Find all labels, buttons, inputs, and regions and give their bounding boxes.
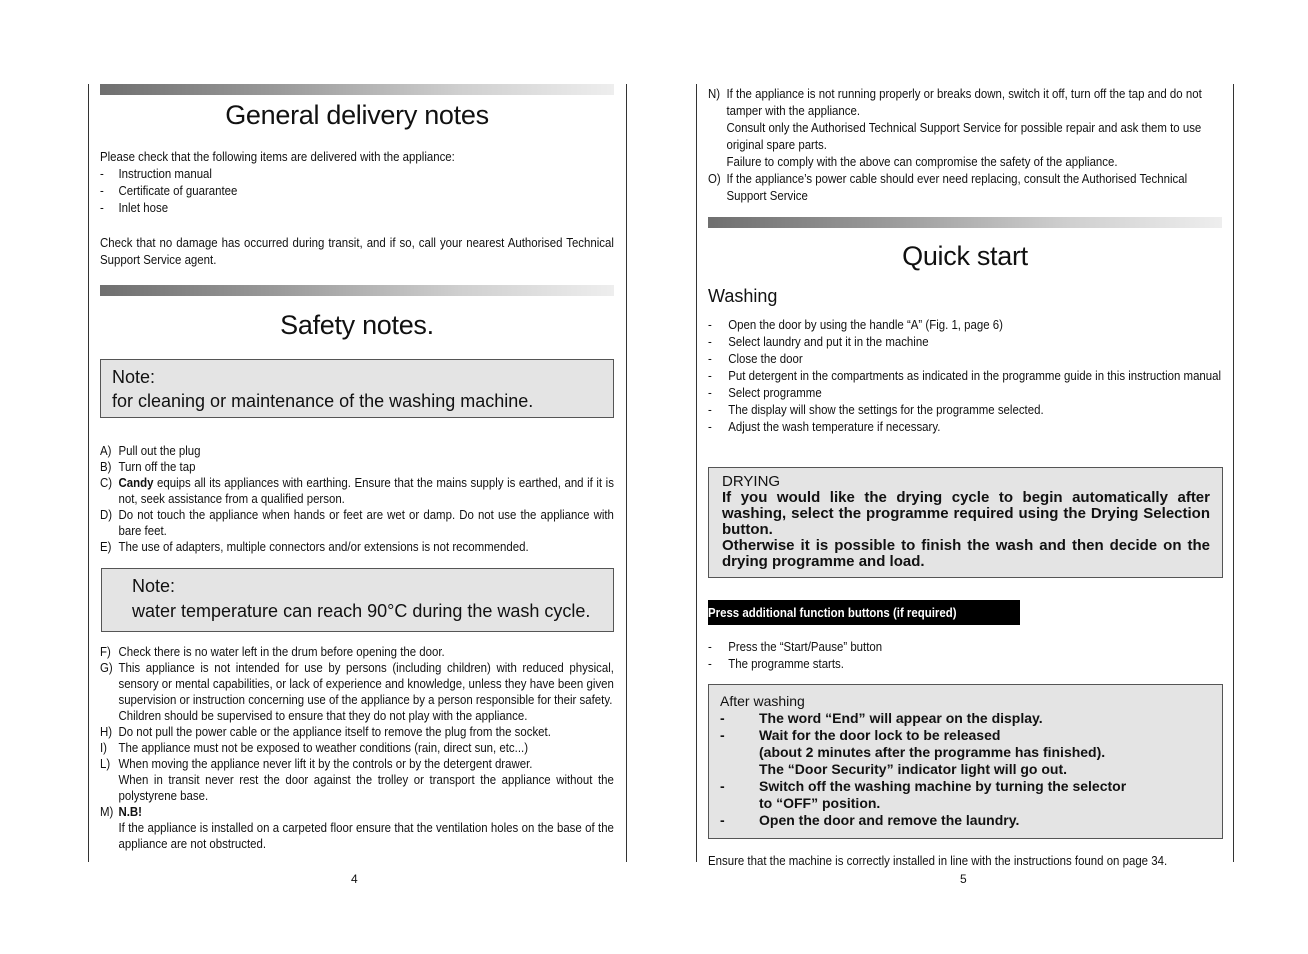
- function-buttons-label: Press additional function buttons (if required): [708, 605, 957, 620]
- list-item: - The word “End” will appear on the display.: [720, 710, 1043, 726]
- note-box-temperature: [101, 568, 614, 632]
- delivery-damage: Check that no damage has occurred during transit, and if so, call your nearest Authorised Technical Support Service agent.: [100, 235, 614, 267]
- right-margin-rule: [1233, 84, 1234, 862]
- section-bar-delivery: [100, 84, 614, 95]
- drying-text-2: Otherwise it is possible to finish the wash and then decide on the drying programme and load.: [722, 537, 1210, 570]
- safety-items-b: [100, 644, 614, 852]
- list-item: B) Turn off the tap: [100, 459, 196, 474]
- section-bar-quick-start: [708, 217, 1222, 228]
- list-item: - Wait for the door lock to be released (about 2 minutes after the programme has finished). The “Door Security” indicator light will go out.: [720, 727, 1106, 777]
- list-item: - Put detergent in the compartments as indicated in the programme guide in this instruction manual: [708, 368, 1222, 383]
- installation-note: Ensure that the machine is correctly installed in line with the instructions found on page 34.: [708, 853, 1168, 868]
- note-text: water temperature can reach 90°C during the wash cycle.: [132, 601, 591, 621]
- list-item: H) Do not pull the power cable or the appliance itself to remove the plug from the socket.: [100, 724, 551, 739]
- drying-box: [708, 467, 1223, 578]
- drying-label: DRYING: [722, 473, 781, 490]
- list-item: C) Candy equips all its appliances with earthing. Ensure that the mains supply is earthed, and if it is not, seek assistance from a qualified person.: [100, 475, 614, 506]
- note-text: for cleaning or maintenance of the washing machine.: [112, 391, 534, 411]
- drying-text-1: If you would like the drying cycle to begin automatically after washing, select the programme required using the Drying Selection button.: [722, 489, 1210, 538]
- list-item: L) When moving the appliance never lift it by the controls or by the detergent drawer. When in transit never rest the door against the trolley or transport the appliance without the polystyrene base.: [100, 756, 614, 803]
- note-label: Note:: [112, 367, 156, 387]
- note-box-cleaning: [100, 359, 614, 418]
- after-washing-title: After washing: [720, 693, 805, 709]
- list-item: - Press the “Start/Pause” button: [708, 639, 883, 654]
- list-item: - The programme starts.: [708, 656, 844, 671]
- page-number-left: 4: [351, 872, 358, 886]
- after-washing-box: [708, 684, 1223, 839]
- safety-items-a: [100, 443, 614, 555]
- list-item: F) Check there is no water left in the drum before opening the door.: [100, 644, 445, 659]
- list-item: - Select programme: [708, 385, 822, 400]
- note-label: Note:: [132, 576, 176, 596]
- list-item: E) The use of adapters, multiple connectors and/or extensions is not recommended.: [100, 539, 529, 554]
- list-item: G) This appliance is not intended for use by persons (including children) with reduced physical, sensory or mental capabilities, or lack of experience and knowledge, unless they have been given supervision or instruction concerning use of the appliance by a person responsible for their safety. Children should be supervised to ensure that they do not play with the appliance.: [100, 660, 614, 723]
- list-item: A) Pull out the plug: [100, 443, 201, 458]
- section-bar-safety: [100, 285, 614, 296]
- list-item: - Close the door: [708, 351, 803, 366]
- list-item: - Open the door and remove the laundry.: [720, 812, 1020, 828]
- list-item: - Adjust the wash temperature if necessary.: [708, 419, 941, 434]
- washing-steps: [708, 316, 1222, 435]
- list-item: - Instruction manual: [100, 166, 212, 181]
- list-item: I) The appliance must not be exposed to weather conditions (rain, direct sun, etc...): [100, 740, 529, 755]
- list-item: - Open the door by using the handle “A” (Fig. 1, page 6): [708, 317, 1003, 332]
- list-item: N) If the appliance is not running properly or breaks down, switch it off, turn off the tap and do not tamper with the appliance. Consult only the Authorised Technical Support Service for possible repair and ask them to use original spare parts. Failure to comply with the above can compromise the safety of the appliance.: [708, 86, 1202, 169]
- delivery-intro: Please check that the following items are delivered with the appliance:: [100, 149, 455, 164]
- list-item: O) If the appliance’s power cable should ever need replacing, consult the Authorised Technical Support Service: [708, 171, 1188, 203]
- left-center-rule: [626, 84, 627, 862]
- list-item: - Select laundry and put it in the machine: [708, 334, 929, 349]
- safety-title: Safety notes.: [280, 310, 434, 340]
- quick-start-title: Quick start: [902, 241, 1028, 271]
- list-item: - Inlet hose: [100, 200, 169, 215]
- page-number-right: 5: [960, 872, 967, 886]
- list-item: D) Do not touch the appliance when hands or feet are wet or damp. Do not use the appliance with bare feet.: [100, 507, 614, 538]
- left-margin-rule: [88, 84, 89, 862]
- list-item: M) N.B! If the appliance is installed on a carpeted floor ensure that the ventilation holes on the base of the appliance are not obstructed.: [100, 804, 614, 851]
- safety-items-continued: [708, 85, 1222, 204]
- list-item: - The display will show the settings for the programme selected.: [708, 402, 1044, 417]
- function-buttons-bar: [708, 600, 1020, 625]
- list-item: - Certificate of guarantee: [100, 183, 238, 198]
- start-steps: [708, 638, 1222, 672]
- washing-subtitle: Washing: [708, 286, 778, 306]
- list-item: - Switch off the washing machine by turning the selector to “OFF” position.: [720, 778, 1127, 811]
- delivery-items: [100, 165, 614, 216]
- right-center-rule: [696, 84, 697, 862]
- delivery-title: General delivery notes: [225, 100, 489, 130]
